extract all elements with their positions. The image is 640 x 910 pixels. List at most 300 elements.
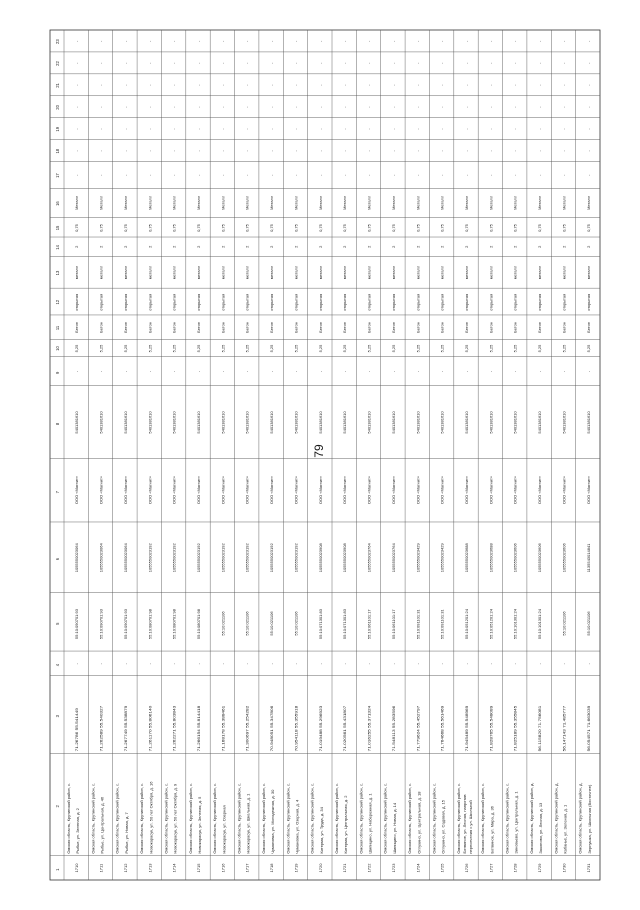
empty-cell: - xyxy=(415,663,421,665)
empty-cell: - xyxy=(171,150,177,152)
address-cell-line: Омская область, Крутинский район, д. xyxy=(553,782,559,854)
material-cell: Металл xyxy=(390,195,396,210)
count-cell: 2 xyxy=(196,245,201,248)
empty-cell: - xyxy=(537,370,543,373)
empty-cell: - xyxy=(122,40,128,42)
empty-cell: - xyxy=(98,370,104,373)
empty-cell: - xyxy=(488,40,494,42)
area-cell: 5,25 xyxy=(196,344,201,353)
column-number: 11 xyxy=(55,325,60,331)
empty-cell: - xyxy=(585,106,591,108)
empty-cell: - xyxy=(317,128,323,130)
material-cell: Металл xyxy=(415,195,421,210)
empty-cell: - xyxy=(293,128,299,130)
empty-cell: - xyxy=(244,150,250,152)
row-number: 1727 xyxy=(488,863,494,873)
area-cell: 5,25 xyxy=(74,344,80,353)
address-cell-line: Зернушка, ул. Школьная (Восточнее) xyxy=(586,784,592,854)
empty-cell: - xyxy=(171,174,177,176)
coordinates-cell: 56.054571 71.663039 xyxy=(585,712,591,752)
material-cell: Металл xyxy=(561,195,567,210)
material-cell: Металл xyxy=(196,195,201,210)
empty-cell: - xyxy=(196,62,201,64)
coordinates-cell: 71.825189 55.355845 xyxy=(512,712,518,752)
address-cell-line: Шипицино, ул. Набережная, д. 1 xyxy=(367,793,373,854)
empty-cell: - xyxy=(537,106,543,108)
empty-cell: - xyxy=(585,663,591,665)
empty-cell: - xyxy=(366,663,372,665)
inn-cell: 5401381610 xyxy=(74,411,80,434)
surface-cell: Бетон xyxy=(244,321,250,333)
empty-cell: - xyxy=(415,370,421,373)
area-cell: 5,25 xyxy=(269,344,275,353)
empty-cell: - xyxy=(512,150,518,152)
empty-cell: - xyxy=(317,62,323,64)
area-cell: 5,25 xyxy=(537,344,543,353)
address-cell-line: Омская область, Крутинский район, с. xyxy=(139,782,145,854)
empty-cell: - xyxy=(98,128,104,130)
volume-cell: 0,75 xyxy=(293,224,299,232)
empty-cell: - xyxy=(196,128,201,130)
ogrn-cell: 1055550023764 xyxy=(390,543,396,573)
empty-cell: - xyxy=(342,84,348,86)
empty-cell: - xyxy=(98,106,104,108)
column-number: 2 xyxy=(55,805,60,808)
empty-cell: - xyxy=(537,128,543,130)
area-cell: 5,25 xyxy=(488,344,494,353)
empty-cell: - xyxy=(244,84,250,86)
empty-cell: - xyxy=(415,150,421,152)
ogrn-cell: 1055550023192 xyxy=(293,543,299,573)
cadastral-cell: 55:10:080701:98 xyxy=(171,609,177,640)
count-cell: 2 xyxy=(488,245,494,248)
address-cell-line: Рыбье, ул. Новая, д. 7 xyxy=(123,812,129,854)
owner-cell: ООО «Магнит» xyxy=(269,475,275,505)
empty-cell: - xyxy=(74,174,80,176)
address-cell-line: Омская область, Крутинский район, с. xyxy=(90,782,96,854)
owner-cell: ООО «Магнит» xyxy=(74,475,80,505)
column-number: 13 xyxy=(55,270,60,276)
empty-cell: - xyxy=(439,106,445,108)
address-cell-line: Омская область, Крутинский район, с. xyxy=(431,782,437,854)
row-number: 1717 xyxy=(244,863,250,873)
empty-cell: - xyxy=(488,150,494,152)
count-cell: 2 xyxy=(512,245,518,248)
count-cell: 2 xyxy=(122,245,128,248)
empty-cell: - xyxy=(342,128,348,130)
inn-cell: 5401381610 xyxy=(244,411,250,434)
type-cell: открытая xyxy=(464,293,469,311)
fence-cell: металл xyxy=(342,265,348,280)
empty-cell: - xyxy=(122,106,128,108)
material-cell: Металл xyxy=(293,195,299,210)
area-cell: 5,25 xyxy=(98,344,104,353)
address-cell-line: Омская область, Крутинский район, с. xyxy=(260,782,266,854)
material-cell: Металл xyxy=(122,195,128,210)
empty-cell: - xyxy=(342,150,348,152)
owner-cell: ООО «Магнит» xyxy=(488,475,494,505)
row-number: 1712 xyxy=(122,863,128,873)
row-number: 1719 xyxy=(293,863,299,873)
volume-cell: 0,75 xyxy=(220,224,226,232)
fence-cell: металл xyxy=(220,265,226,280)
fence-cell: металл xyxy=(196,265,201,280)
surface-cell: Бетон xyxy=(220,321,226,333)
empty-cell: - xyxy=(171,128,177,130)
empty-cell: - xyxy=(488,663,494,665)
coordinates-cell: 70.948051 55.347806 xyxy=(269,712,275,752)
empty-cell: - xyxy=(74,370,80,373)
empty-cell: - xyxy=(415,106,421,108)
address-cell-line: Новокарасук, ул. 50 лет Октября, д. 9 xyxy=(172,783,178,854)
address-cell-line: Новокарасук, ул. Озерная xyxy=(221,805,227,854)
coordinates-cell: 71.300697 55.254282 xyxy=(244,712,250,752)
address-cell-line: Оглухино, ул. Центральная, д. 18 xyxy=(416,791,422,854)
empty-cell: - xyxy=(415,174,421,176)
inn-cell: 5401381610 xyxy=(171,411,177,434)
area-cell: 5,25 xyxy=(171,344,177,353)
surface-cell: Бетон xyxy=(122,321,128,333)
type-cell: открытая xyxy=(269,293,275,311)
empty-cell: - xyxy=(342,663,348,665)
material-cell: Металл xyxy=(98,195,104,210)
owner-cell: ООО «Магнит» xyxy=(366,475,372,505)
empty-cell: - xyxy=(537,40,543,42)
surface-cell: Бетон xyxy=(366,321,372,333)
empty-cell: - xyxy=(171,84,177,86)
empty-cell: - xyxy=(366,40,372,42)
column-number: 7 xyxy=(55,490,60,494)
area-cell: 5,25 xyxy=(317,344,323,353)
coordinates-cell: 71.548113 55.283596 xyxy=(390,712,396,752)
ogrn-cell: 1055550023429 xyxy=(439,543,445,573)
row-number: 1710 xyxy=(74,863,80,873)
volume-cell: 0,75 xyxy=(74,224,80,232)
fence-cell: металл xyxy=(585,265,591,280)
ogrn-cell: 1055550023064 xyxy=(98,543,104,573)
empty-cell: - xyxy=(269,40,275,42)
cadastral-cell: 55:10:090701:93 xyxy=(98,609,104,640)
empty-cell: - xyxy=(74,106,80,108)
empty-cell: - xyxy=(366,106,372,108)
type-cell: открытая xyxy=(585,293,591,311)
surface-cell: Бетон xyxy=(147,321,153,333)
empty-cell: - xyxy=(488,370,494,373)
coordinates-cell: 71.779624 55.452797 xyxy=(415,712,421,752)
column-number: 15 xyxy=(55,225,60,231)
empty-cell: - xyxy=(74,62,80,64)
column-number: 8 xyxy=(55,422,60,426)
empty-cell: - xyxy=(98,62,104,64)
empty-cell: - xyxy=(585,40,591,42)
coordinates-cell: 71.261170 55.806140 xyxy=(147,712,153,752)
address-cell-line: пересечения с ул. Школьной xyxy=(468,800,474,854)
surface-cell: Бетон xyxy=(293,321,299,333)
empty-cell: - xyxy=(342,174,348,176)
area-cell: 5,25 xyxy=(585,344,591,353)
empty-cell: - xyxy=(561,663,567,665)
owner-cell: ООО «Магнит» xyxy=(537,475,543,505)
cadastral-cell: 55:10:080701:98 xyxy=(147,609,153,640)
empty-cell: - xyxy=(244,40,250,42)
empty-cell: - xyxy=(439,62,445,64)
cadastral-cell: 55:10:021106 xyxy=(585,611,591,636)
empty-cell: - xyxy=(244,174,250,176)
coordinates-cell: 71.262589 55.540327 xyxy=(98,712,104,752)
volume-cell: 0,75 xyxy=(488,224,494,232)
empty-cell: - xyxy=(244,62,250,64)
inn-cell: 5401381610 xyxy=(293,411,299,434)
empty-cell: - xyxy=(390,150,396,152)
empty-cell: - xyxy=(390,370,396,373)
empty-cell: - xyxy=(147,84,153,86)
column-number: 5 xyxy=(55,622,60,625)
ogrn-cell: 1055550023192 xyxy=(269,543,275,573)
cadastral-cell: 55:10:061101:17 xyxy=(390,609,396,640)
fence-cell: металл xyxy=(561,265,567,280)
coordinates-cell: 71.828765 55.548089 xyxy=(488,712,494,752)
count-cell: 2 xyxy=(74,245,80,248)
address-cell-line: Омская область, Крутинский район, с. xyxy=(334,782,339,854)
empty-cell: - xyxy=(439,370,445,373)
empty-cell: - xyxy=(488,84,494,86)
address-cell-line: Омская область, Крутинский район, с. xyxy=(114,782,120,854)
empty-cell: - xyxy=(537,84,543,86)
cadastral-cell: 55:10:021106 xyxy=(269,611,275,636)
owner-cell: ООО «Магнит» xyxy=(98,475,104,505)
cadastral-cell: 55:10:101301:24 xyxy=(512,609,518,640)
fence-cell: металл xyxy=(366,265,372,280)
row-number: 1723 xyxy=(390,863,396,873)
surface-cell: Бетон xyxy=(196,321,201,333)
empty-cell: - xyxy=(585,174,591,176)
column-number: 16 xyxy=(55,201,60,206)
empty-cell: - xyxy=(512,84,518,86)
fence-cell: металл xyxy=(293,265,299,280)
row-number: 1715 xyxy=(196,863,201,873)
surface-cell: Бетон xyxy=(439,321,445,333)
empty-cell: - xyxy=(293,370,299,373)
column-number: 6 xyxy=(55,557,60,561)
empty-cell: - xyxy=(342,62,348,64)
row-number: 1721 xyxy=(342,863,348,873)
column-number: 1 xyxy=(55,868,60,871)
type-cell: открытая xyxy=(122,293,128,311)
empty-cell: - xyxy=(464,84,469,86)
empty-cell: - xyxy=(512,663,518,665)
cadastral-cell: 55:10:090701:93 xyxy=(122,609,128,640)
empty-cell: - xyxy=(317,150,323,152)
empty-cell: - xyxy=(561,370,567,373)
row-number: 1722 xyxy=(366,863,372,873)
owner-cell: ООО «Магнит» xyxy=(293,475,299,505)
empty-cell: - xyxy=(585,370,591,373)
address-cell-line: Омская область, Крутинский район, с. xyxy=(455,782,461,854)
cadastral-cell: 55:10:021106 xyxy=(220,611,226,636)
empty-cell: - xyxy=(390,174,396,176)
coordinates-cell: 71.266154 55.814418 xyxy=(196,712,201,752)
empty-cell: - xyxy=(196,150,201,152)
empty-cell: - xyxy=(269,106,275,108)
volume-cell: 0,75 xyxy=(464,224,469,232)
empty-cell: - xyxy=(147,150,153,152)
empty-cell: - xyxy=(439,663,445,665)
count-cell: 2 xyxy=(171,245,177,248)
inn-cell: 5401381610 xyxy=(512,411,518,434)
address-cell-line: Омская область, Крутинский район, с. xyxy=(309,782,315,854)
column-number: 21 xyxy=(55,83,60,88)
volume-cell: 0,75 xyxy=(342,224,348,232)
surface-cell: Бетон xyxy=(488,321,494,333)
empty-cell: - xyxy=(537,663,543,665)
empty-cell: - xyxy=(464,62,469,64)
surface-cell: Бетон xyxy=(269,321,275,333)
coordinates-cell: 56.115820 71.756081 xyxy=(537,712,543,752)
type-cell: открытая xyxy=(98,293,104,311)
inn-cell: 5401381610 xyxy=(98,411,104,434)
address-cell-line: Омская область, Крутинский район, д. xyxy=(577,782,583,854)
empty-cell: - xyxy=(269,128,275,130)
volume-cell: 0,75 xyxy=(98,224,104,232)
row-number: 1731 xyxy=(585,863,591,873)
empty-cell: - xyxy=(74,128,80,130)
owner-cell: ООО «Магнит» xyxy=(464,475,469,505)
empty-cell: - xyxy=(390,128,396,130)
empty-cell: - xyxy=(220,663,226,665)
empty-cell: - xyxy=(220,40,226,42)
count-cell: 2 xyxy=(585,245,591,248)
empty-cell: - xyxy=(585,150,591,152)
fence-cell: металл xyxy=(537,265,543,280)
cadastral-cell: 55:10:091101:31 xyxy=(415,609,421,640)
fence-cell: металл xyxy=(488,265,494,280)
material-cell: Металл xyxy=(488,195,494,210)
empty-cell: - xyxy=(342,40,348,42)
volume-cell: 0,75 xyxy=(415,224,421,232)
empty-cell: - xyxy=(293,84,299,86)
fence-cell: металл xyxy=(439,265,445,280)
column-number: 14 xyxy=(55,245,60,250)
area-cell: 5,25 xyxy=(342,344,348,353)
inn-cell: 5401381610 xyxy=(390,411,396,434)
empty-cell: - xyxy=(269,663,275,665)
address-cell-line: Омская область, Крутинский район, с. xyxy=(382,782,388,854)
ogrn-cell: 1055550023064 xyxy=(74,543,80,573)
address-cell-line: Омская область, Крутинский район, с. xyxy=(358,782,364,854)
ogrn-cell: 1055550023192 xyxy=(220,543,226,573)
address-cell-line: Омская область, Крутинский район, с. xyxy=(407,782,413,854)
volume-cell: 0,75 xyxy=(122,224,128,232)
type-cell: открытая xyxy=(439,293,445,311)
inn-cell: 5401381610 xyxy=(537,411,543,434)
row-number: 1713 xyxy=(147,863,153,873)
empty-cell: - xyxy=(537,62,543,64)
inn-cell: 5401381610 xyxy=(269,411,275,434)
ogrn-cell: 1055550023606 xyxy=(561,543,567,573)
count-cell: 2 xyxy=(98,245,104,248)
volume-cell: 0,75 xyxy=(244,224,250,232)
table-frame xyxy=(50,30,600,880)
fence-cell: металл xyxy=(98,265,104,280)
empty-cell: - xyxy=(512,174,518,176)
empty-cell: - xyxy=(464,150,469,152)
cadastral-cell: 55:10:021106 xyxy=(561,611,567,636)
empty-cell: - xyxy=(464,128,469,130)
address-cell-line: Зиновьево, ул. Центральная, д. 1 xyxy=(513,791,519,854)
ogrn-cell: 1055550023606 xyxy=(512,543,518,573)
type-cell: открытая xyxy=(488,293,494,311)
empty-cell: - xyxy=(317,370,323,373)
row-number: 1720 xyxy=(317,863,323,873)
type-cell: открытая xyxy=(561,293,567,311)
surface-cell: Бетон xyxy=(415,321,421,333)
column-number: 3 xyxy=(55,715,60,718)
empty-cell: - xyxy=(98,40,104,42)
empty-cell: - xyxy=(293,663,299,665)
empty-cell: - xyxy=(171,106,177,108)
volume-cell: 0,75 xyxy=(512,224,518,232)
empty-cell: - xyxy=(220,106,226,108)
inn-cell: 5401381610 xyxy=(464,411,469,434)
empty-cell: - xyxy=(439,174,445,176)
owner-cell: ООО «Магнит» xyxy=(439,475,445,505)
volume-cell: 0,75 xyxy=(585,224,591,232)
coordinates-cell: 71.764668 55.561469 xyxy=(439,712,445,752)
count-cell: 2 xyxy=(366,245,372,248)
empty-cell: - xyxy=(220,84,226,86)
address-cell-line: Чумановка, ул. Молодежная, д. 30 xyxy=(270,789,276,854)
empty-cell: - xyxy=(147,62,153,64)
fence-cell: металл xyxy=(464,265,469,280)
empty-cell: - xyxy=(196,84,201,86)
empty-cell: - xyxy=(464,174,469,176)
material-cell: Металл xyxy=(147,195,153,210)
surface-cell: Бетон xyxy=(561,321,567,333)
count-cell: 2 xyxy=(390,245,396,248)
count-cell: 2 xyxy=(464,245,469,248)
material-cell: Металл xyxy=(317,195,323,210)
area-cell: 5,25 xyxy=(415,344,421,353)
empty-cell: - xyxy=(464,370,469,373)
fence-cell: металл xyxy=(269,265,275,280)
empty-cell: - xyxy=(488,106,494,108)
column-number: 17 xyxy=(55,173,60,178)
material-cell: Металл xyxy=(171,195,177,210)
count-cell: 2 xyxy=(439,245,445,248)
empty-cell: - xyxy=(122,150,128,152)
volume-cell: 0,75 xyxy=(171,224,177,232)
empty-cell: - xyxy=(561,40,567,42)
ogrn-cell: 1055550023429 xyxy=(415,543,421,573)
volume-cell: 0,75 xyxy=(366,224,372,232)
type-cell: открытая xyxy=(293,293,299,311)
type-cell: открытая xyxy=(537,293,543,311)
address-cell-line: Шипицино, ул. Новая, д. 14 xyxy=(391,802,397,854)
address-cell-line: Омская область, Крутинский район, с. xyxy=(480,782,486,854)
empty-cell: - xyxy=(512,40,518,42)
fence-cell: металл xyxy=(147,265,153,280)
owner-cell: ООО «Магнит» xyxy=(390,475,396,505)
address-cell-line: Новокарасук, ул. 50 лет Октября, д. 16 xyxy=(148,781,154,854)
owner-cell: ООО «Магнит» xyxy=(122,475,128,505)
empty-cell: - xyxy=(122,370,128,373)
cadastral-cell: 55:10:061101:17 xyxy=(366,609,372,640)
empty-cell: - xyxy=(585,84,591,86)
inn-cell: 5401381610 xyxy=(317,411,323,434)
empty-cell: - xyxy=(293,106,299,108)
row-number: 1726 xyxy=(464,863,469,873)
address-cell-line: Омская область, Крутинский район, д. xyxy=(528,782,534,854)
